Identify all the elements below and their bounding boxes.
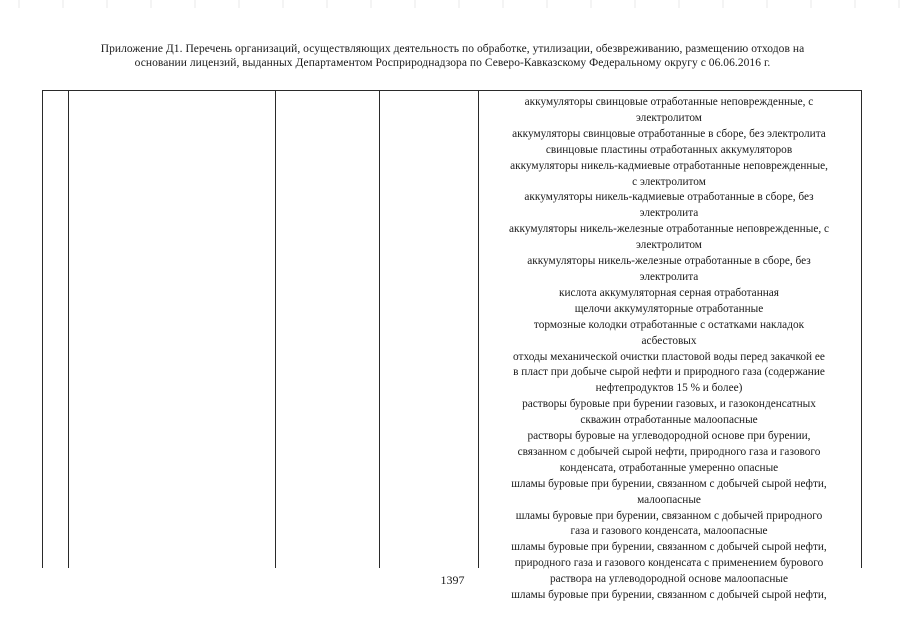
waste-line: аккумуляторы никель-железные отработанные в сборе, без — [527, 255, 811, 268]
waste-line: электролита — [639, 207, 699, 220]
waste-line: связанном с добычей сырой нефти, природного газа и газового — [517, 445, 821, 458]
waste-line: шламы буровые при бурении, связанном с добычей природного — [515, 509, 823, 522]
waste-line: аккумуляторы свинцовые отработанные неповрежденные, с — [524, 96, 814, 108]
page-number: 1397 — [440, 573, 465, 587]
waste-line: электролитом — [636, 239, 702, 252]
waste-line: шламы буровые при бурении, связанном с добычей сырой нефти, — [511, 589, 827, 602]
waste-line: электролита — [639, 270, 699, 283]
waste-line: малоопасные — [637, 493, 701, 506]
waste-line: шламы буровые при бурении, связанном с добычей сырой нефти, — [511, 477, 827, 490]
column-divider-4 — [478, 91, 479, 568]
header-line-2: основании лицензий, выданных Департаментом Росприроднадзора по Северо-Кавказскому Федеральному округу с 06.06.2016 г. — [134, 57, 771, 69]
waste-line: раствора на углеводородной основе малоопасные — [549, 573, 789, 586]
waste-line: нефтепродуктов 15 % и более) — [595, 382, 743, 395]
waste-line: аккумуляторы никель-кадмиевые отработанные неповрежденные, — [510, 159, 828, 172]
waste-line: природного газа и газового конденсата с применением бурового — [514, 557, 824, 570]
waste-types-cell — [480, 95, 858, 604]
waste-line: тормозные колодки отработанные с остатками накладок — [533, 318, 805, 331]
waste-line: конденсата, отработанные умеренно опасные — [559, 461, 779, 474]
waste-line: отходы механической очистки пластовой воды перед закачкой ее — [513, 350, 825, 363]
waste-line: аккумуляторы никель-железные отработанные неповрежденные, с — [509, 223, 829, 236]
waste-line: кислота аккумуляторная серная отработанная — [559, 286, 779, 299]
column-divider-2 — [275, 91, 276, 568]
waste-line: асбестовых — [641, 334, 697, 347]
scan-edge-artifact — [0, 0, 905, 8]
waste-line: аккумуляторы свинцовые отработанные в сборе, без электролита — [512, 127, 826, 140]
column-divider-1 — [68, 91, 69, 568]
waste-line: свинцовые пластины отработанных аккумуляторов — [545, 143, 793, 156]
waste-line: в пласт при добыче сырой нефти и природного газа (содержание — [513, 366, 825, 379]
waste-line: газа и газового конденсата, малоопасные — [570, 525, 768, 538]
waste-line: с электролитом — [632, 175, 706, 188]
waste-line: шламы буровые при бурении, связанном с добычей сырой нефти, — [511, 541, 827, 554]
waste-line: растворы буровые при бурении газовых, и газоконденсатных — [522, 398, 816, 411]
waste-line: скважин отработанные малоопасные — [580, 414, 758, 427]
column-divider-3 — [379, 91, 380, 568]
waste-line: щелочи аккумуляторные отработанные — [574, 302, 764, 315]
header-line-1: Приложение Д1. Перечень организаций, осуществляющих деятельность по обработке, утилизации, обезвреживанию, размещению отходов на — [100, 43, 805, 55]
waste-line: растворы буровые на углеводородной основе при бурении, — [527, 430, 811, 443]
document-header — [60, 42, 845, 70]
waste-line: аккумуляторы никель-кадмиевые отработанные в сборе, без — [524, 191, 814, 204]
waste-line: электролитом — [636, 111, 702, 124]
